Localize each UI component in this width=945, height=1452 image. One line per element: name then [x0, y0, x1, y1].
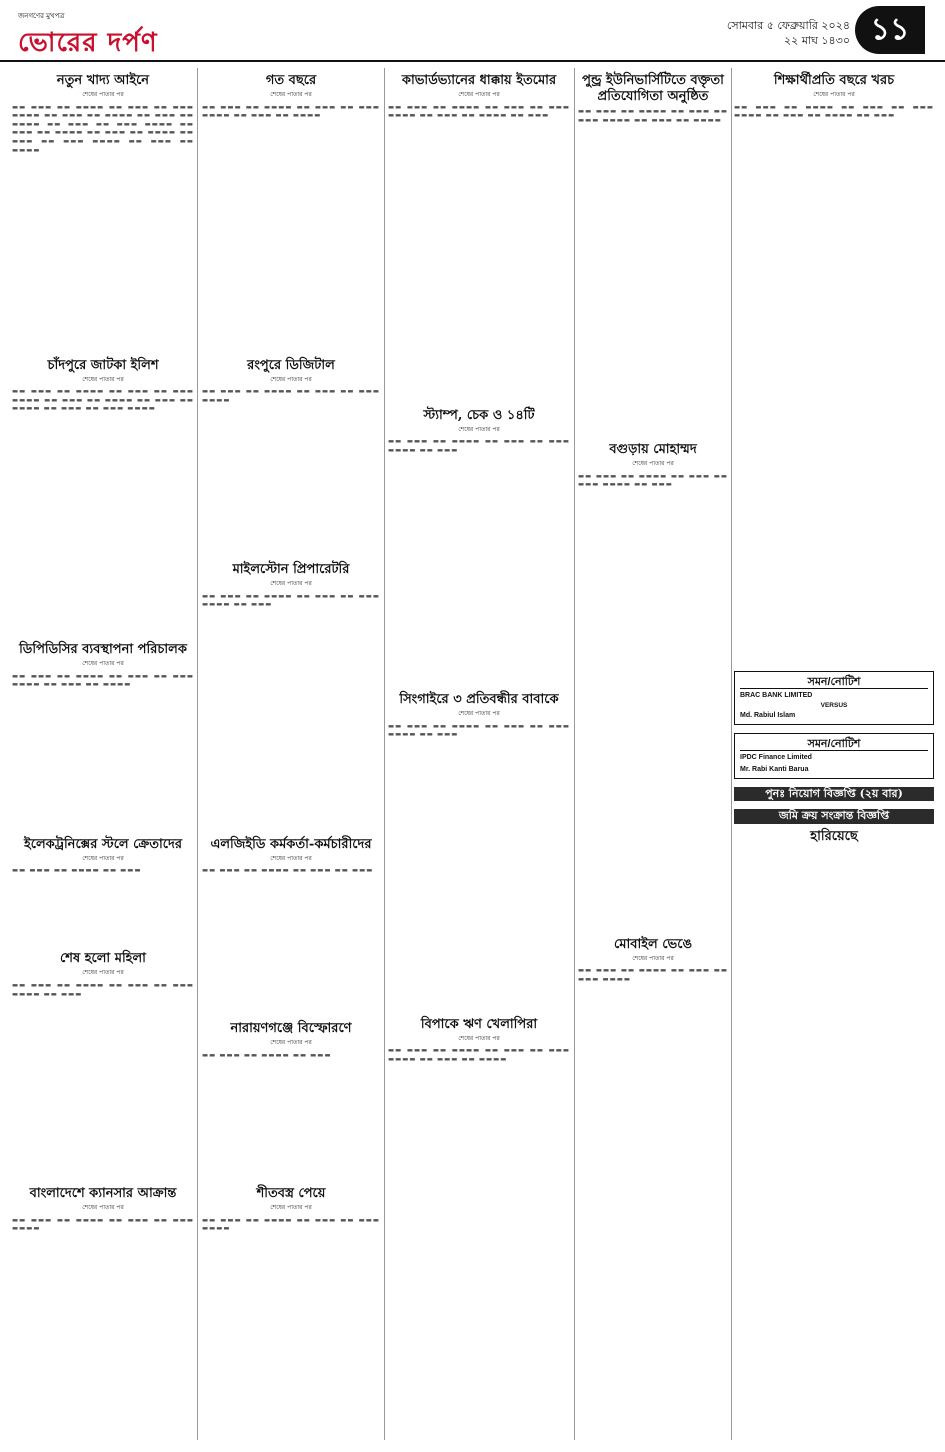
article-body: ▬▬ ▬▬▬ ▬▬ ▬▬▬▬ ▬▬ ▬▬▬ ▬▬ ▬▬▬ ▬▬▬▬ ▬▬ ▬▬▬ ▬▬ ▬▬▬▬ ▬▬ ▬▬▬ ▬▬ ▬▬▬▬ ▬▬ ▬▬▬ ▬▬ ▬▬▬ ▬▬▬▬ [12, 387, 194, 413]
headline: শিক্ষার্থীপ্রতি বছরে খরচ [773, 73, 895, 88]
legal-notice [734, 733, 934, 779]
column-2 [202, 68, 380, 1440]
article-body: ▬▬ ▬▬▬ ▬▬ ▬▬▬▬ ▬▬ ▬▬▬ ▬▬ ▬▬▬ ▬▬▬▬ ▬▬ ▬▬▬ ▬▬ ▬▬▬▬ [578, 107, 728, 124]
headline: স্ট্যাম্প, চেক ও ১৪টি [423, 407, 535, 423]
column-divider [731, 68, 732, 1440]
brand [18, 10, 158, 66]
column-3 [388, 68, 570, 1440]
notice-defendant: Md. Rabiul Islam [740, 711, 796, 719]
headline: রংপুরে ডিজিটাল [247, 357, 335, 373]
article-body: ▬▬ ▬▬▬ ▬▬ ▬▬▬▬ ▬▬ ▬▬▬ ▬▬ ▬▬▬ ▬▬▬▬ [202, 387, 380, 404]
continued-label: শেষের পাতার পর [458, 91, 500, 98]
continued-label: শেষের পাতার পর [458, 1034, 500, 1042]
brand-tagline: জনগণের মুখপত্র [18, 12, 65, 20]
headline: হারিয়েছে [810, 828, 858, 844]
continued-label: শেষের পাতার পর [82, 660, 124, 668]
article-body: ▬▬ ▬▬▬ ▬▬ ▬▬▬▬ ▬▬ ▬▬▬ ▬▬ ▬▬▬ ▬▬▬▬ ▬▬ ▬▬▬ [202, 591, 380, 609]
column-divider [574, 68, 575, 1440]
notice-band: জমি ক্রয় সংক্রান্ত বিজ্ঞপ্তি [734, 809, 934, 824]
article-body: ▬▬ ▬▬▬ ▬▬ ▬▬▬▬ ▬▬ ▬▬▬ ▬▬ ▬▬▬ ▬▬▬▬ ▬▬ ▬▬▬ [388, 437, 570, 454]
issue-date [727, 18, 850, 48]
continued-label: শেষের পাতার পর [270, 580, 312, 588]
article-body: ▬▬ ▬▬▬ ▬▬ ▬▬▬▬ ▬▬ ▬▬▬ ▬▬ ▬▬▬ ▬▬▬▬ ▬▬ ▬▬▬ [12, 980, 194, 998]
headline: ডিপিডিসির ব্যবস্থাপনা পরিচালক [19, 642, 187, 658]
page-number: ১১ [855, 6, 925, 54]
column-4 [578, 68, 728, 1440]
headline: শেষ হলো মহিলা [60, 951, 146, 967]
column-5 [734, 68, 934, 1440]
article-body: ▬▬ ▬▬▬ ▬▬ ▬▬▬▬ ▬▬ ▬▬▬ ▬▬ ▬▬▬ ▬▬▬▬ [578, 966, 728, 983]
continued-label: শেষের পাতার পর [458, 425, 500, 433]
headline: মোবাইল ভেঙে [614, 936, 692, 952]
article-body: ▬▬ ▬▬▬ ▬▬ ▬▬▬▬ ▬▬ ▬▬▬ ▬▬ ▬▬▬ ▬▬▬▬ ▬▬ ▬▬▬ ▬▬ ▬▬▬▬ ▬▬ ▬▬▬ [734, 102, 934, 120]
column-1 [12, 68, 194, 1440]
notice-title: সমন/নোটিশ [740, 678, 928, 689]
headline: ইলেকট্রনিক্সের স্টলে ক্রেতাদের [23, 836, 183, 852]
continued-label: শেষের পাতার পর [82, 1203, 124, 1211]
headline: পুন্ড্র ইউনিভার্সিটিতে বক্তৃতা প্রতিযোগিতা অনুষ্ঠিত [582, 73, 724, 104]
article-body: ▬▬ ▬▬▬ ▬▬ ▬▬▬▬ ▬▬ ▬▬▬ ▬▬ ▬▬▬ [202, 866, 374, 875]
notice-plaintiff: IPDC Finance Limited [740, 753, 812, 761]
article-body: ▬▬ ▬▬▬ ▬▬ ▬▬▬▬ ▬▬ ▬▬▬ ▬▬ ▬▬▬ ▬▬▬▬ ▬▬ ▬▬▬ ▬▬ ▬▬▬▬ [388, 1046, 570, 1063]
continued-label: শেষের পাতার পর [82, 969, 124, 977]
headline: কাভার্ডভ্যানের ধাক্কায় ইতমোর [401, 73, 557, 88]
headline: নতুন খাদ্য আইনে [56, 73, 150, 88]
article-body: ▬▬ ▬▬▬ ▬▬ ▬▬▬▬ ▬▬ ▬▬▬ ▬▬ ▬▬▬ ▬▬▬▬ ▬▬ ▬▬▬ ▬▬ ▬▬▬▬ ▬▬ ▬▬▬ [388, 102, 570, 120]
column-divider [197, 68, 198, 1440]
article-body: ▬▬ ▬▬▬ ▬▬ ▬▬▬▬ ▬▬ ▬▬▬ ▬▬ ▬▬▬ ▬▬▬▬ ▬▬ ▬▬▬ [578, 471, 728, 489]
notice-defendant: Mr. Rabi Kanti Barua [740, 765, 809, 773]
continued-label: শেষের পাতার পর [82, 91, 124, 98]
continued-label: শেষের পাতার পর [632, 460, 674, 467]
column-divider [384, 68, 385, 1440]
headline: বগুড়ায় মোহাম্মদ [609, 442, 697, 457]
headline: সিংগাইরে ৩ প্রতিবন্ধীর বাবাকে [399, 692, 559, 708]
continued-label: শেষের পাতার পর [632, 954, 674, 962]
article-body: ▬▬ ▬▬▬ ▬▬ ▬▬▬▬ ▬▬ ▬▬▬ ▬▬ ▬▬▬ ▬▬▬▬ [202, 1215, 380, 1233]
headline: গত বছরে [265, 73, 317, 88]
article-body: ▬▬ ▬▬▬ ▬▬ ▬▬▬▬ ▬▬ ▬▬▬ [12, 866, 142, 875]
continued-label: শেষের পাতার পর [270, 854, 312, 862]
headline: বাংলাদেশে ক্যানসার আক্রান্ত [29, 1185, 177, 1201]
newspaper-logo: ভোরের দর্পণ [18, 28, 158, 58]
notice-title: সমন/নোটিশ [740, 740, 928, 751]
notice-plaintiff: BRAC BANK LIMITED [740, 691, 813, 699]
notice-band: পুনঃ নিয়োগ বিজ্ঞপ্তি (২য় বার) [734, 787, 934, 802]
legal-notice [734, 671, 934, 725]
continued-label: শেষের পাতার পর [82, 375, 124, 383]
headline: বিপাকে ঋণ খেলাপিরা [420, 1016, 538, 1032]
notice-versus: VERSUS [820, 701, 848, 709]
continued-label: শেষের পাতার পর [813, 91, 855, 98]
headline: মাইলস্টোন প্রিপারেটরি [232, 562, 350, 578]
date-gregorian: সোমবার ৫ ফেব্রুয়ারি ২০২৪ [726, 19, 850, 32]
continued-label: শেষের পাতার পর [270, 91, 312, 98]
continued-label: শেষের পাতার পর [270, 1039, 312, 1047]
article-body: ▬▬ ▬▬▬ ▬▬ ▬▬▬▬ ▬▬ ▬▬▬ ▬▬ ▬▬▬ ▬▬▬▬ ▬▬ ▬▬▬ ▬▬ ▬▬▬▬ [202, 102, 380, 120]
headline: এলজিইডি কর্মকর্তা-কর্মচারীদের [210, 836, 372, 852]
date-bangla: ২২ মাঘ ১৪৩০ [784, 34, 850, 47]
masthead [0, 0, 945, 62]
article-body: ▬▬ ▬▬▬ ▬▬ ▬▬▬▬ ▬▬ ▬▬▬ ▬▬ ▬▬▬ ▬▬▬▬ ▬▬ ▬▬▬ ▬▬ ▬▬▬▬ ▬▬ ▬▬▬ ▬▬ ▬▬▬▬ ▬▬ ▬▬▬ ▬▬ ▬▬▬ ▬▬▬▬ ▬▬ ▬▬▬ ▬▬ ▬▬▬▬ ▬▬ ▬▬▬ ▬▬ ▬▬▬▬ ▬▬ ▬▬▬ ▬▬ ▬▬▬ ▬▬▬▬ ▬▬ ▬▬▬ ▬▬ ▬▬▬▬ [12, 102, 194, 154]
continued-label: শেষের পাতার পর [270, 375, 312, 383]
headline: নারায়ণগঞ্জে বিস্ফোরণে [230, 1021, 352, 1037]
continued-label: শেষের পাতার পর [82, 854, 124, 862]
article-body: ▬▬ ▬▬▬ ▬▬ ▬▬▬▬ ▬▬ ▬▬▬ ▬▬ ▬▬▬ ▬▬▬▬ ▬▬ ▬▬▬ ▬▬ ▬▬▬▬ [12, 671, 194, 689]
article-body: ▬▬ ▬▬▬ ▬▬ ▬▬▬▬ ▬▬ ▬▬▬ [202, 1050, 332, 1059]
headline: শীতবস্ত্র পেয়ে [256, 1185, 326, 1201]
article-body: ▬▬ ▬▬▬ ▬▬ ▬▬▬▬ ▬▬ ▬▬▬ ▬▬ ▬▬▬ ▬▬▬▬ ▬▬ ▬▬▬ [388, 721, 570, 739]
continued-label: শেষের পাতার পর [458, 710, 500, 718]
article-body: ▬▬ ▬▬▬ ▬▬ ▬▬▬▬ ▬▬ ▬▬▬ ▬▬ ▬▬▬ ▬▬▬▬ [12, 1215, 194, 1233]
headline: চাঁদপুরে জাটকা ইলিশ [47, 357, 159, 373]
continued-label: শেষের পাতার পর [270, 1203, 312, 1211]
